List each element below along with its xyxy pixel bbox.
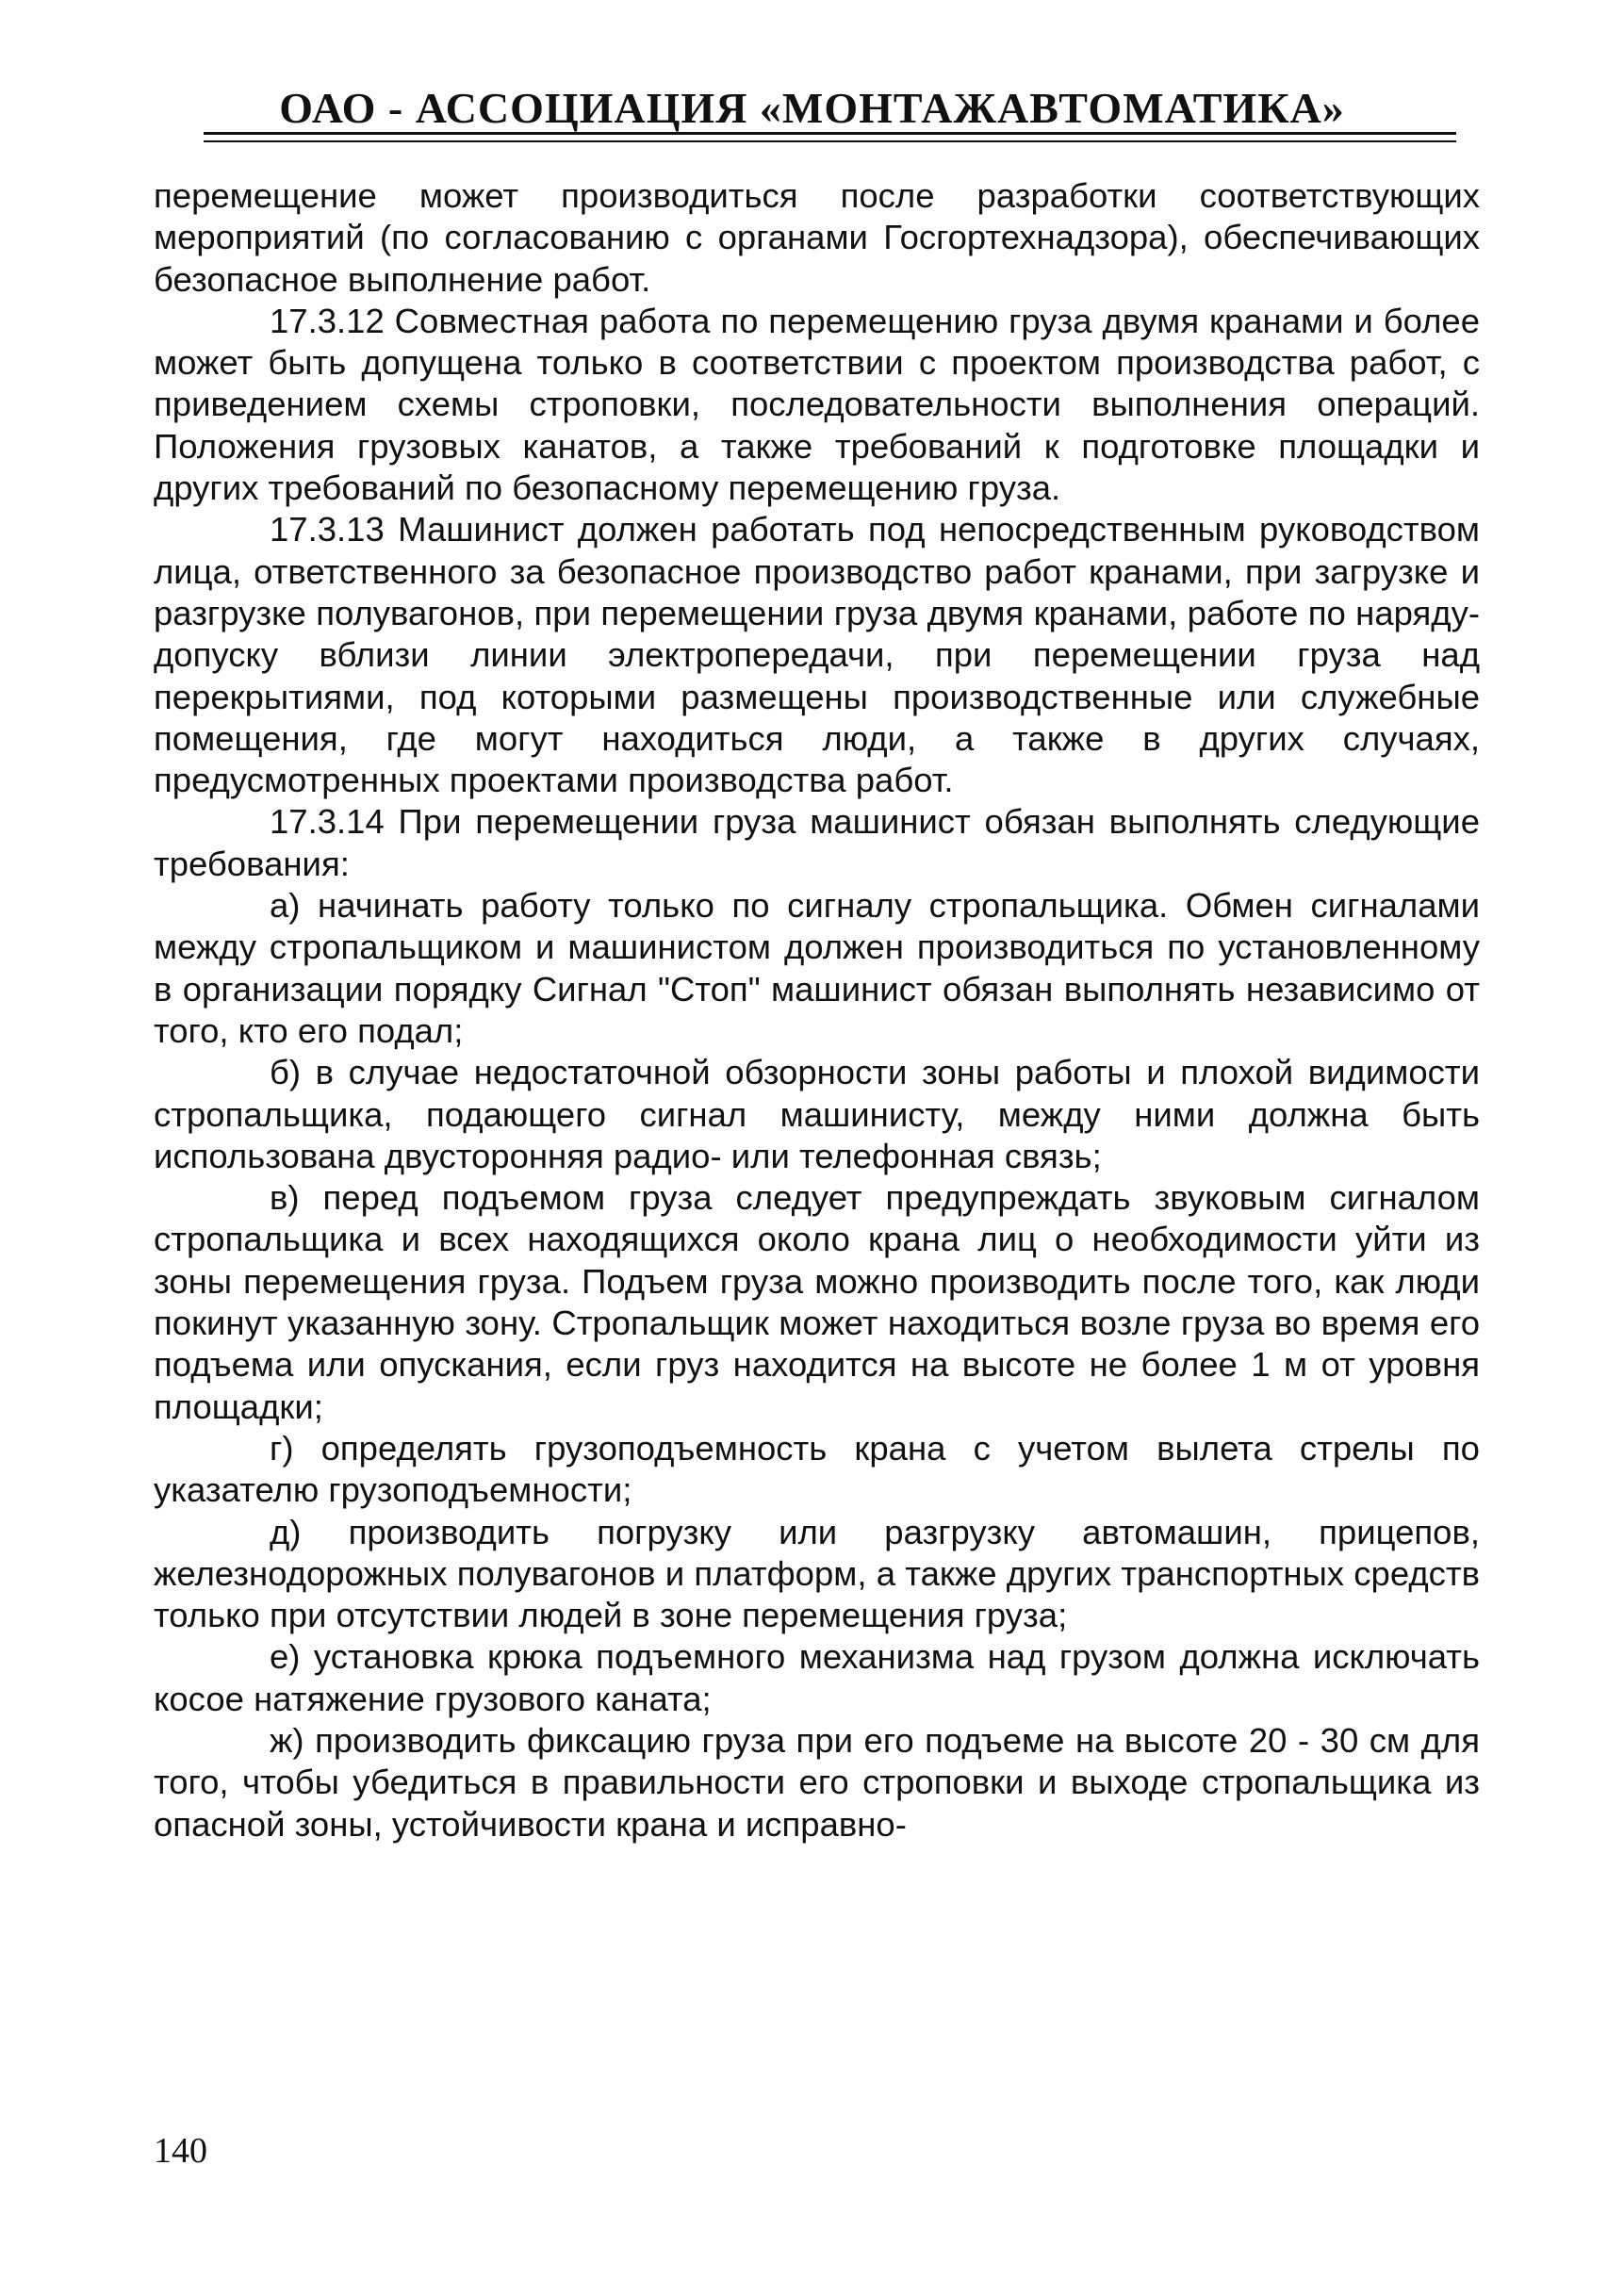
page-header-title: ОАО - АССОЦИАЦИЯ «МОНТАЖАВТОМАТИКА» — [279, 84, 1345, 132]
list-item-b: б) в случае недостаточной обзорности зоны работы и плохой видимости стропальщика, подающего сигнал машинисту, между ними должна быть использована двусторонняя радио- или телефонная связь; — [154, 1053, 1480, 1175]
list-item-zh: ж) производить фиксацию груза при его подъеме на высоте 20 - 30 см для того, чтобы убедиться в правильности его строповки и выходе стропальщика из опасной зоны, устойчивости крана и исправно- — [154, 1720, 1480, 1844]
list-item-e: е) установка крюка подъемного механизма над грузом должна исключать косое натяжение грузового каната; — [154, 1637, 1480, 1718]
page-number: 140 — [154, 2131, 207, 2171]
list-item-v: в) перед подъемом груза следует предупреждать звуковым сигналом стропальщика и всех находящихся около крана лиц о необходимости уйти из зоны перемещения груза. Подъем груза можно производить после того, как люди покинут указанную зону. Стропальщик может находиться возле груза во время его подъема или опускания, если груз находится на высоте не более 1 м от уровня площадки; — [154, 1178, 1480, 1426]
paragraph-continuation: перемещение может производиться после разработки соответствующих мероприятий (по согласованию с органами Госгортехнадзора), обеспечивающих безопасное выполнение работ. — [154, 176, 1480, 299]
paragraph-17-3-13: 17.3.13 Машинист должен работать под непосредственным руководством лица, ответственного за безопасное производство работ кранами, при загрузке и разгрузке полувагонов, при перемещении груза двумя кранами, работе по наряду-допуску вблизи линии электропередачи, при перемещении груза над перекрытиями, под которыми размещены производственные или служебные помещения, где могут находиться люди, а также в других случаях, предусмотренных проектами производства работ. — [154, 510, 1480, 800]
list-item-g: г) определять грузоподъемность крана с учетом вылета стрелы по указателю грузоподъемности; — [154, 1428, 1480, 1510]
paragraph-17-3-12: 17.3.12 Совместная работа по перемещению груза двумя кранами и более может быть допущена только в соответствии с проектом производства работ, с приведением схемы строповки, последовательности выполнения операций. Положения грузовых канатов, а также требований к подготовке площадки и других требований по безопасному перемещению груза. — [154, 301, 1480, 508]
paragraph-17-3-14: 17.3.14 При перемещении груза машинист обязан выполнять следующие требования: — [154, 802, 1480, 883]
body-text — [154, 175, 1480, 1845]
list-item-d: д) производить погрузку или разгрузку автомашин, прицепов, железнодорожных полувагонов и платформ, а также других транспортных средств только при отсутствии людей в зоне перемещения груза; — [154, 1512, 1480, 1635]
header-rule-thick — [204, 132, 1456, 135]
list-item-a: а) начинать работу только по сигналу стропальщика. Обмен сигналами между стропальщиком и машинистом должен производиться по установленному в организации порядку Сигнал "Стоп" машинист обязан выполнять независимо от того, кто его подал; — [154, 886, 1480, 1050]
header-rule-thin — [204, 140, 1456, 142]
